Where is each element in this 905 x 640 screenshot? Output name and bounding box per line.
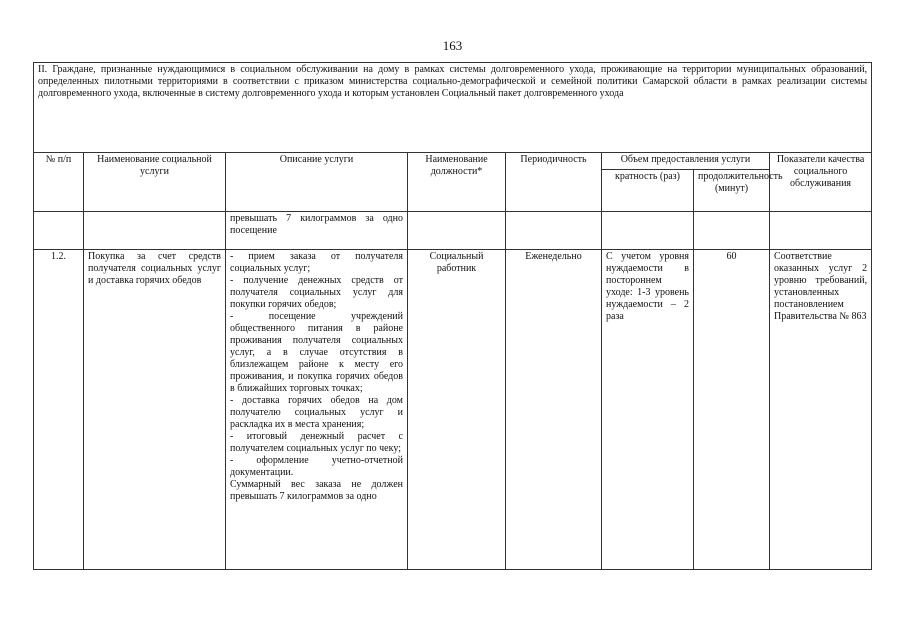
description-item: - прием заказа от получателя социальных услуг; xyxy=(230,251,403,274)
section-row xyxy=(34,63,872,153)
row-quality: Соответствие оказанных услуг 2 уровню требований, установленных постановлением Правительства № 863 xyxy=(770,250,872,570)
table-row xyxy=(34,250,872,570)
row-periodicity: Еженедельно xyxy=(506,250,602,570)
header-description: Описание услуги xyxy=(226,153,408,212)
row-num: 1.2. xyxy=(34,250,84,570)
description-item: - итоговый денежный расчет с получателем социальных услуг по чеку; xyxy=(230,431,403,454)
row-frequency: С учетом уровня нуждаемости в постороннем уходе: 1-3 уровень нуждаемости – 2 раза xyxy=(602,250,694,570)
row-description xyxy=(226,250,408,570)
row-position: Социальный работник xyxy=(408,250,506,570)
description-item: - получение денежных средств от получателя социальных услуг для покупки горячих обедов; xyxy=(230,275,403,310)
header-position: Наименование должности* xyxy=(408,153,506,212)
header-num: № п/п xyxy=(34,153,84,212)
row-duration: 60 xyxy=(694,250,770,570)
description-item: - посещение учреждений общественного питания в районе проживания получателя социальных услуг, а в случае отсутствия в близлежащем районе к месту его проживания, и покупка горячих обедов в ближайших торговых точках; xyxy=(230,311,403,394)
description-item: - оформление учетно-отчетной документации. xyxy=(230,455,403,478)
description-item: - доставка горячих обедов на дом получателю социальных услуг и раскладка их в места хранения; xyxy=(230,395,403,430)
services-table xyxy=(33,62,872,570)
section-title: II. Граждане, признанные нуждающимися в социальном обслуживании на дому в рамках системы долговременного ухода, проживающие на территории муниципальных образований, определенных пилотными территориями в соответствии с приказом министерства социально-демографической и семейной политики Самарской области в рамках реализации системы долговременного ухода, включенные в систему долговременного ухода и которым установлен Социальный пакет долговременного ухода xyxy=(34,63,872,153)
header-volume: Объем предоставления услуги xyxy=(602,153,770,170)
page-number: 163 xyxy=(442,38,463,53)
header-service-name: Наименование социальной услуги xyxy=(84,153,226,212)
continuation-row xyxy=(34,212,872,250)
header-row-1 xyxy=(34,153,872,170)
header-frequency: кратность (раз) xyxy=(602,170,694,212)
header-quality: Показатели качества социального обслуживания xyxy=(770,153,872,212)
header-periodicity: Периодичность xyxy=(506,153,602,212)
header-duration: продолжительность (минут) xyxy=(694,170,770,212)
continuation-description: превышать 7 килограммов за одно посещение xyxy=(226,212,408,250)
row-service-name: Покупка за счет средств получателя социальных услуг и доставка горячих обедов xyxy=(84,250,226,570)
description-item: Суммарный вес заказа не должен превышать 7 килограммов за одно xyxy=(230,479,403,502)
